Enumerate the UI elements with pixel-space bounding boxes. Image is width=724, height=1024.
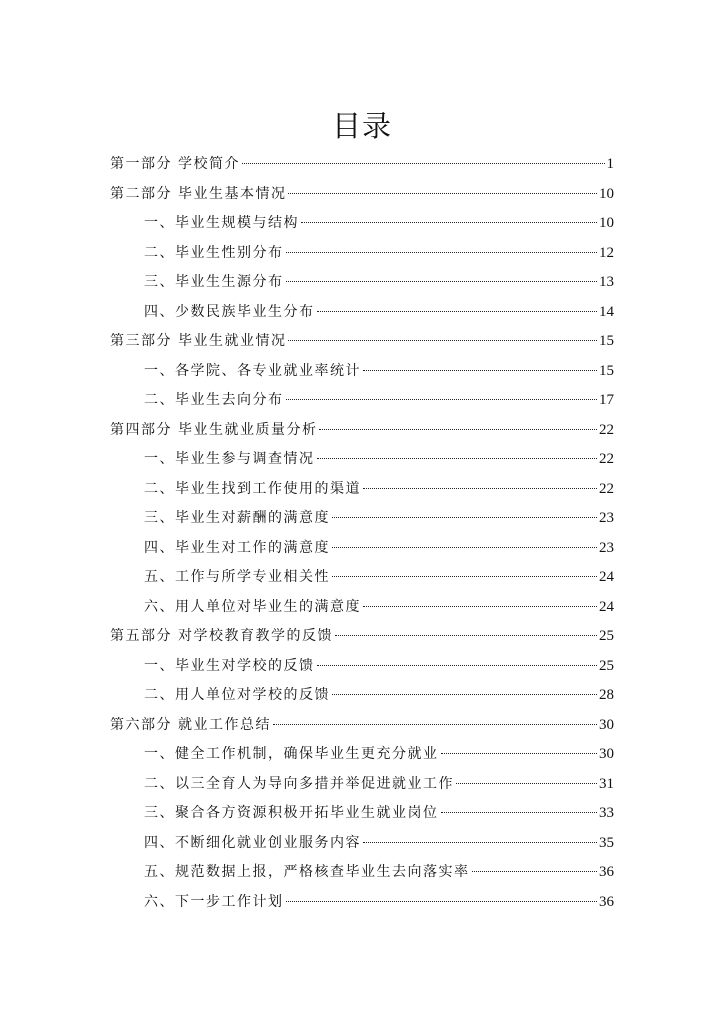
toc-entry-page-number: 22 xyxy=(599,421,614,438)
toc-title: 目录 xyxy=(331,109,392,143)
toc-entry-label: 一、各学院、各专业就业率统计 xyxy=(144,362,361,379)
dot-leader xyxy=(319,429,597,430)
dot-leader xyxy=(363,370,597,371)
toc-entry-label: 三、毕业生对薪酬的满意度 xyxy=(144,510,330,526)
dot-leader xyxy=(441,812,598,813)
dot-leader xyxy=(317,458,598,459)
toc-part-entry[interactable] xyxy=(110,622,614,652)
dot-leader xyxy=(332,547,597,548)
toc-entry-page-number: 23 xyxy=(599,539,614,556)
toc-entry-page-number: 33 xyxy=(599,805,614,821)
toc-entry-label: 二、以三全育人为导向多措并举促进就业工作 xyxy=(144,775,454,792)
dot-leader xyxy=(332,694,597,695)
toc-section-entry[interactable] xyxy=(110,298,614,328)
toc-entry-page-number: 30 xyxy=(599,746,614,762)
toc-entry-page-number: 22 xyxy=(599,451,614,467)
dot-leader xyxy=(332,576,597,577)
toc-entry-page-number: 22 xyxy=(599,480,614,497)
toc-entry-label: 第四部分 毕业生就业质量分析 xyxy=(110,421,318,438)
dot-leader xyxy=(286,252,598,253)
toc-section-entry[interactable] xyxy=(110,445,614,475)
toc-entry-page-number: 24 xyxy=(599,598,614,615)
toc-entry-page-number: 23 xyxy=(599,510,614,526)
dot-leader xyxy=(363,842,597,843)
toc-part-entry[interactable] xyxy=(110,327,614,357)
toc-entry-label: 一、毕业生参与调查情况 xyxy=(144,451,315,467)
toc-part-entry[interactable] xyxy=(110,150,614,180)
dot-leader xyxy=(472,871,598,872)
toc-entry-page-number: 28 xyxy=(599,687,614,703)
toc-section-entry[interactable] xyxy=(110,475,614,505)
toc-section-entry[interactable] xyxy=(110,858,614,888)
toc-entry-page-number: 14 xyxy=(599,303,614,320)
toc-entry-label: 三、毕业生生源分布 xyxy=(144,274,284,290)
dot-leader xyxy=(363,606,597,607)
toc-entry-label: 第五部分 对学校教育教学的反馈 xyxy=(110,628,333,644)
toc-entry-label: 第一部分 学校简介 xyxy=(110,156,240,172)
toc-entry-label: 四、毕业生对工作的满意度 xyxy=(144,539,330,556)
toc-entry-label: 第六部分 就业工作总结 xyxy=(110,716,271,733)
toc-entry-page-number: 31 xyxy=(599,775,614,792)
dot-leader xyxy=(317,311,598,312)
toc-section-entry[interactable] xyxy=(110,504,614,534)
toc-entry-label: 四、少数民族毕业生分布 xyxy=(144,303,315,320)
dot-leader xyxy=(286,901,598,902)
toc-entry-label: 六、用人单位对毕业生的满意度 xyxy=(144,598,361,615)
dot-leader xyxy=(363,488,597,489)
toc-entry-label: 三、聚合各方资源积极开拓毕业生就业岗位 xyxy=(144,805,439,821)
toc-entry-label: 二、用人单位对学校的反馈 xyxy=(144,687,330,703)
toc-entry-label: 第二部分 毕业生基本情况 xyxy=(110,185,287,202)
toc-section-entry[interactable] xyxy=(110,799,614,829)
toc-entry-page-number: 17 xyxy=(599,392,614,408)
toc-section-entry[interactable] xyxy=(110,593,614,623)
toc-entry-label: 一、毕业生规模与结构 xyxy=(144,215,299,231)
toc-part-entry[interactable] xyxy=(110,416,614,446)
table-of-contents xyxy=(110,150,614,917)
toc-entry-page-number: 25 xyxy=(599,628,614,644)
toc-entry-page-number: 10 xyxy=(599,185,614,202)
toc-entry-label: 六、下一步工作计划 xyxy=(144,893,284,910)
dot-leader xyxy=(335,635,597,636)
toc-entry-label: 一、健全工作机制，确保毕业生更充分就业 xyxy=(144,746,439,762)
toc-entry-label: 二、毕业生性别分布 xyxy=(144,244,284,261)
dot-leader xyxy=(456,783,597,784)
toc-section-entry[interactable] xyxy=(110,770,614,800)
toc-section-entry[interactable] xyxy=(110,652,614,682)
toc-entry-label: 一、毕业生对学校的反馈 xyxy=(144,657,315,674)
dot-leader xyxy=(441,753,598,754)
toc-entry-label: 第三部分 毕业生就业情况 xyxy=(110,333,287,349)
toc-section-entry[interactable] xyxy=(110,534,614,564)
toc-entry-page-number: 25 xyxy=(599,657,614,674)
toc-part-entry[interactable] xyxy=(110,180,614,210)
toc-entry-page-number: 15 xyxy=(599,362,614,379)
dot-leader xyxy=(273,724,597,725)
toc-section-entry[interactable] xyxy=(110,209,614,239)
toc-section-entry[interactable] xyxy=(110,740,614,770)
toc-section-entry[interactable] xyxy=(110,563,614,593)
toc-entry-label: 二、毕业生找到工作使用的渠道 xyxy=(144,480,361,497)
toc-entry-label: 二、毕业生去向分布 xyxy=(144,392,284,408)
toc-entry-label: 四、不断细化就业创业服务内容 xyxy=(144,834,361,851)
toc-entry-page-number: 24 xyxy=(599,569,614,585)
toc-entry-label: 五、工作与所学专业相关性 xyxy=(144,569,330,585)
toc-entry-page-number: 35 xyxy=(599,834,614,851)
dot-leader xyxy=(317,665,598,666)
toc-entry-page-number: 36 xyxy=(599,893,614,910)
dot-leader xyxy=(286,281,598,282)
toc-section-entry[interactable] xyxy=(110,681,614,711)
toc-entry-page-number: 30 xyxy=(599,716,614,733)
dot-leader xyxy=(286,399,598,400)
dot-leader xyxy=(242,163,605,164)
toc-entry-label: 五、规范数据上报，严格核查毕业生去向落实率 xyxy=(144,864,470,880)
toc-part-entry[interactable] xyxy=(110,711,614,741)
toc-entry-page-number: 12 xyxy=(599,244,614,261)
dot-leader xyxy=(301,222,597,223)
dot-leader xyxy=(288,340,597,341)
toc-section-entry[interactable] xyxy=(110,829,614,859)
dot-leader xyxy=(332,517,597,518)
dot-leader xyxy=(288,193,597,194)
toc-section-entry[interactable] xyxy=(110,268,614,298)
toc-entry-page-number: 13 xyxy=(599,274,614,290)
toc-section-entry[interactable] xyxy=(110,888,614,918)
toc-entry-page-number: 10 xyxy=(599,215,614,231)
toc-entry-page-number: 36 xyxy=(599,864,614,880)
toc-section-entry[interactable] xyxy=(110,357,614,387)
toc-section-entry[interactable] xyxy=(110,386,614,416)
toc-section-entry[interactable] xyxy=(110,239,614,269)
toc-entry-page-number: 1 xyxy=(606,156,614,172)
toc-entry-page-number: 15 xyxy=(599,333,614,349)
